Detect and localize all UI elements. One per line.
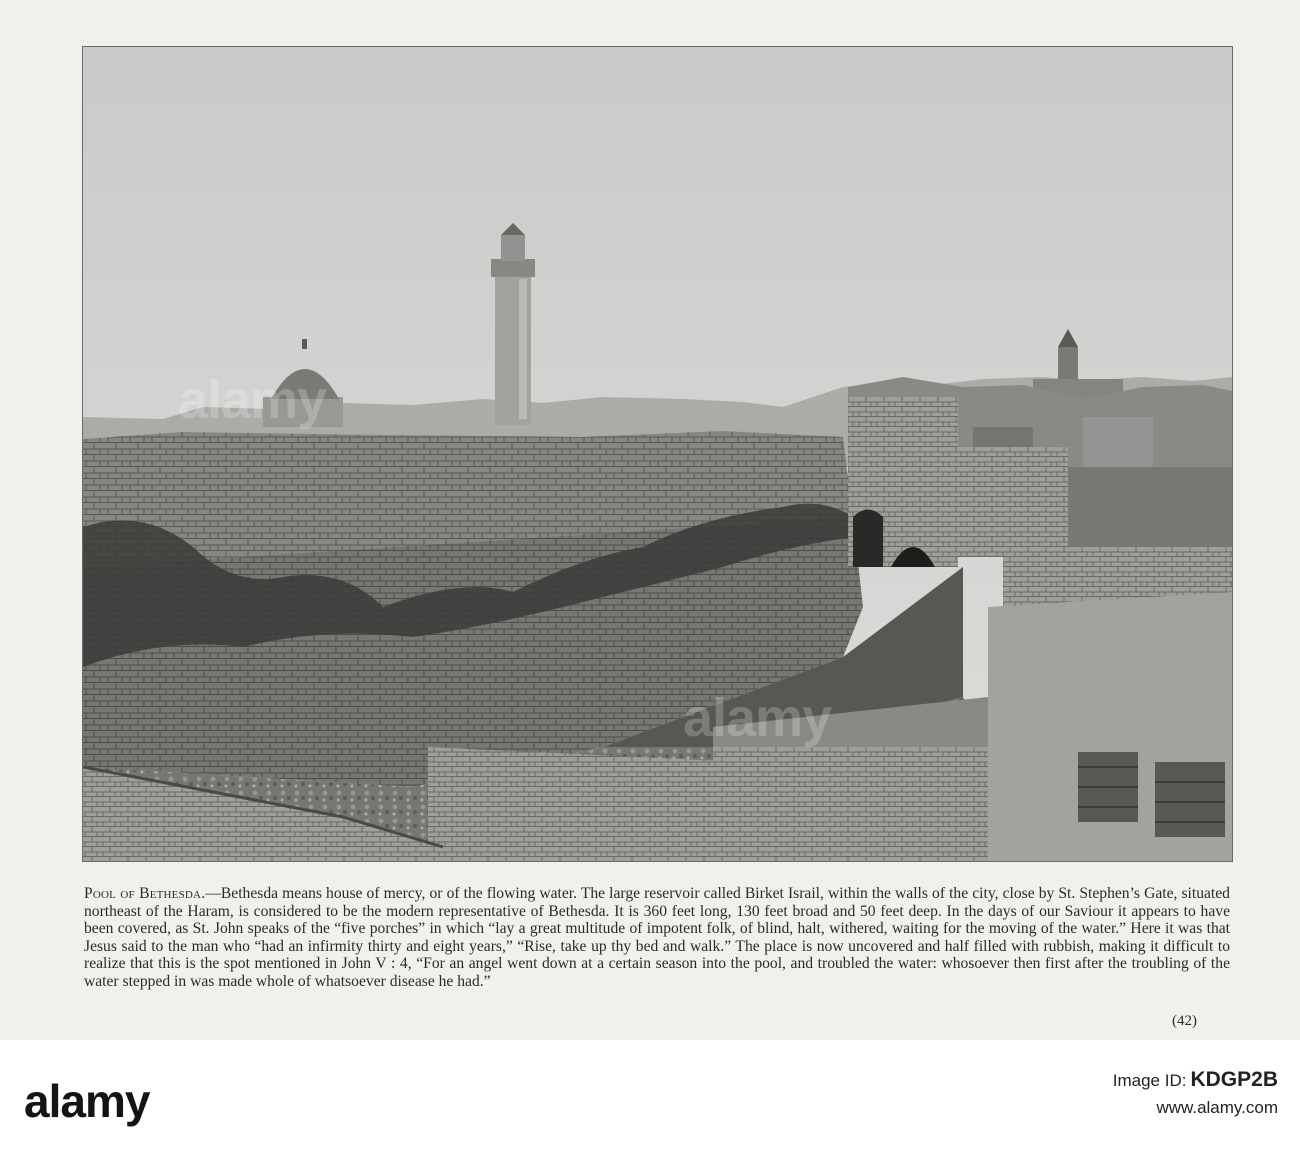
site-url: www.alamy.com	[1156, 1098, 1278, 1117]
watermark-text: alamy	[178, 370, 327, 430]
brand-logo-text: alamy	[24, 1075, 150, 1127]
caption-title: Pool of Bethesda.	[84, 885, 206, 902]
photo-illustration	[83, 47, 1232, 861]
page-number: (42)	[1172, 1013, 1197, 1029]
image-id-label: Image ID:	[1112, 1071, 1187, 1090]
photograph-pool-of-bethesda	[82, 46, 1233, 862]
watermark-text: alamy	[683, 688, 832, 748]
photo-caption	[84, 885, 1230, 991]
stock-banner	[0, 1040, 1300, 1155]
caption-body: —Bethesda means house of mercy, or of the flowing water. The large reservoir called Birket Israil, within the walls of the city, close by St. Stephen’s Gate, situated northeast of the Haram, is considered to be the modern representative of Bethesda. It is 360 feet long, 130 feet broad and 50 feet deep. In the days of our Saviour it appears to have been covered, as St. John speaks of the “five porches” in which “lay a great multitude of impotent folk, of blind, halt, withered, waiting for the moving of the water.” Here it was that Jesus said to the man who “had an infirmity thirty and eight years,” “Rise, take up thy bed and walk.” The place is now uncovered and half filled with rubbish, making it difficult to realize that this is the spot mentioned in John V : 4, “For an angel went down at a certain season into the pool, and troubled the water: whosoever then first after the troubling of the water stepped in was made whole of whatsoever disease he had.”	[84, 885, 1230, 990]
brand-logo	[24, 1074, 149, 1128]
image-info	[1113, 1068, 1278, 1118]
image-id-value: KDGP2B	[1190, 1068, 1278, 1091]
